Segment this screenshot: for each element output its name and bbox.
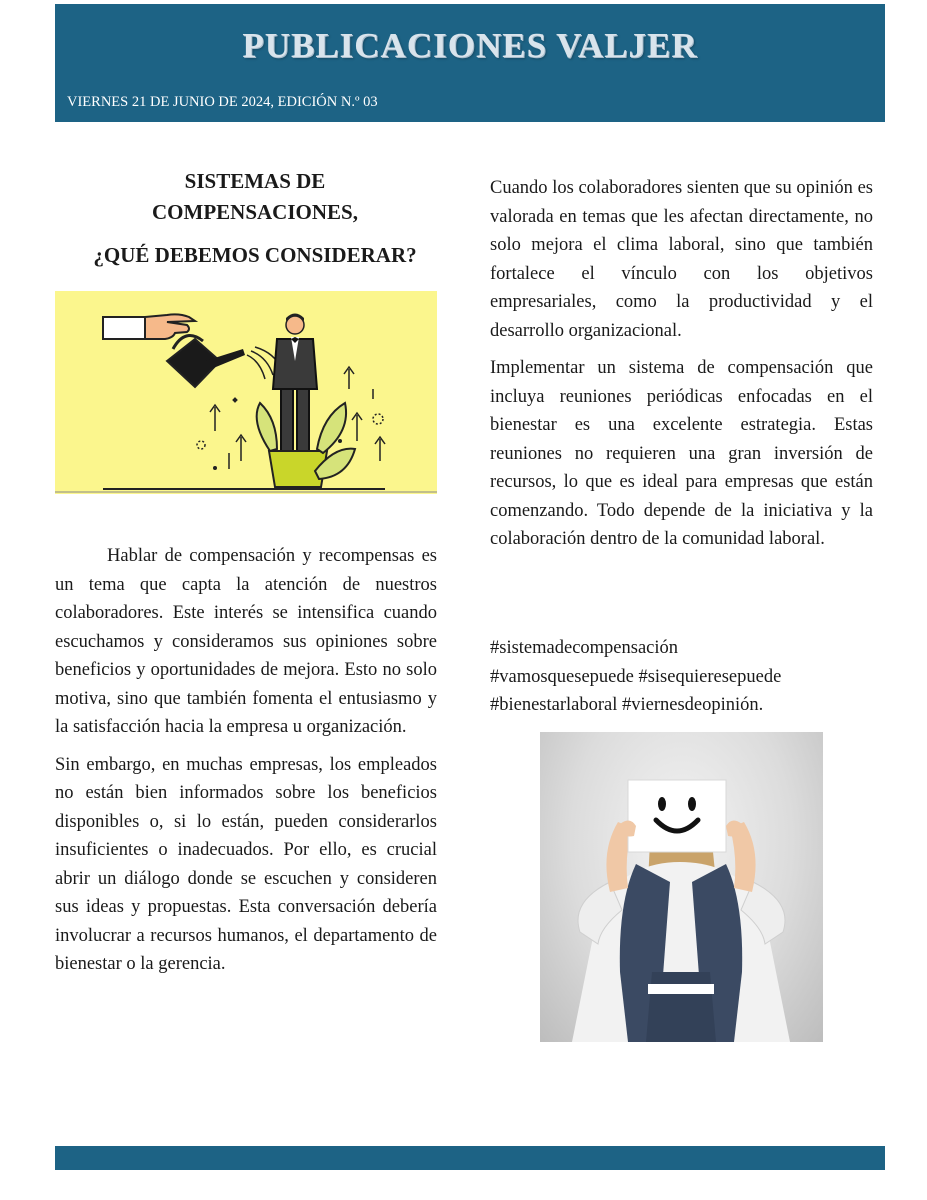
headline-line-3: ¿QUÉ DEBEMOS CONSIDERAR? [93,243,417,267]
article-paragraph: Sin embargo, en muchas empresas, los empleados no están bien informados sobre los beneficios disponibles o, si lo están, pueden considerarlos insuficientes o inadecuados. Por ello, es crucial abrir un diálogo donde se escuchen y consideren sus ideas y propuestas. Esta conversación debería involucrar a recursos humanos, el departamento de bienestar o la gerencia. [55,754,437,974]
masthead [55,4,885,122]
hashtag-line: #bienestarlaboral #viernesdeopinión. [490,695,764,715]
article-paragraph: Implementar un sistema de compensación que incluya reuniones periódicas enfocadas en el bienestar es una excelente estrategia. Estas reuniones no requieren una gran inversión de recursos, lo que es ideal para empresas que están comenzando. Todo depende de la iniciativa y la colaboración dentro de la comunidad laboral. [490,358,873,549]
footer-bar [55,1146,885,1170]
hashtag-block [490,634,873,720]
headline-line-1: SISTEMAS DE [184,169,326,193]
right-column [490,174,873,563]
article-paragraph: Cuando los colaboradores sienten que su opinión es valorada en temas que les afectan directamente, no solo mejora el clima laboral, sino que también fortalece el vínculo con los objetivos empresariales, como la productividad y el desarrollo organizacional. [490,178,873,341]
publication-title: PUBLICACIONES VALJER [242,26,698,65]
article-paragraph: Hablar de compensación y recompensas es un tema que capta la atención de nuestros colaboradores. Este interés se intensifica cuando escuchamos y consideramos sus opiniones sobre beneficios y oportunidades de mejora. Esto no solo motiva, sino que también fomenta el entusiasmo y la satisfacción hacia la empresa u organización. [55,546,437,737]
hashtag-line: #sistemadecompensación [490,638,679,658]
hashtag-line: #vamosquesepuede #sisequieresepuede [490,666,782,687]
watering-businessman-illustration [55,291,437,494]
smiley-sign-photo [540,732,823,1042]
edition-date: VIERNES 21 DE JUNIO DE 2024, EDICIÓN N.º 03 [67,94,378,110]
article-headline [55,166,455,271]
headline-line-2: COMPENSACIONES, [152,200,358,224]
left-column [55,542,437,988]
